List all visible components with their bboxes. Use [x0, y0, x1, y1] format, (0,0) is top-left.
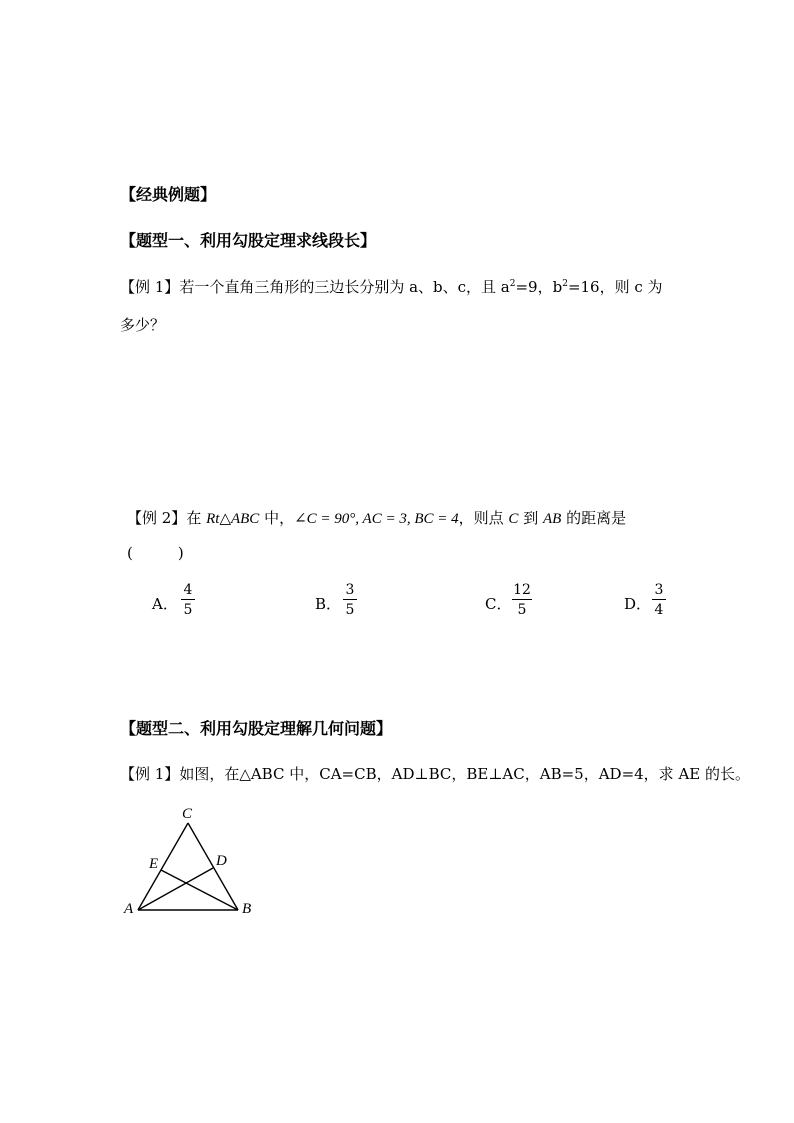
superscript: 2	[562, 279, 568, 289]
option-b-fraction	[335, 583, 365, 617]
segment-ad	[138, 868, 213, 910]
math-rt: Rt	[206, 511, 220, 527]
text: 到	[518, 509, 543, 527]
type1-example1-line2: 多少？	[120, 316, 166, 334]
example-label: 【例 1】	[120, 278, 180, 296]
example-label: 【例 2】	[127, 509, 187, 527]
type2-example1	[120, 763, 750, 784]
example-text: 如图，在△ABC 中，CA=CB，AD⊥BC，BE⊥AC，AB=5，AD=4，求 AE 的长。	[179, 765, 750, 783]
vertex-label-c: C	[182, 806, 193, 822]
text: 的距离是	[561, 509, 627, 527]
numerator: 3	[654, 582, 664, 598]
text: ，则点	[458, 509, 509, 527]
example-label: 【例 1】	[120, 765, 180, 783]
example-text-a: 若一个直角三角形的三边长分别为 a、b、c，且 a	[179, 278, 510, 296]
triangle-figure	[115, 800, 275, 925]
option-d-letter: D．	[624, 595, 652, 613]
superscript: 2	[509, 279, 516, 289]
type1-heading: 【题型一、利用勾股定理求线段长】	[120, 231, 377, 250]
example-text-c: =16，则 c 为	[567, 278, 663, 296]
answer-parentheses: ( )	[127, 544, 184, 562]
numerator: 4	[183, 582, 193, 598]
option-d-fraction	[644, 583, 674, 617]
option-c-fraction	[507, 583, 537, 617]
math-triangle: △	[219, 509, 231, 527]
type1-example2-line1	[127, 507, 626, 528]
side-ac	[138, 823, 188, 910]
option-a-fraction	[173, 583, 203, 617]
math-point-c: C	[508, 511, 519, 527]
math-abc: ABC	[230, 511, 260, 527]
numerator: 12	[513, 582, 531, 598]
example-text-b: =9，b	[515, 278, 563, 296]
option-c-letter: C．	[485, 595, 512, 613]
math-condition: ∠C = 90°, AC = 3, BC = 4	[294, 511, 459, 527]
math-ab: AB	[542, 511, 562, 527]
vertex-label-e: E	[149, 856, 159, 872]
text: 中，	[259, 509, 295, 527]
denominator: 5	[345, 602, 355, 618]
type1-example1-line1	[120, 276, 663, 297]
section-title: 【经典例题】	[120, 185, 217, 204]
vertex-label-a: A	[124, 901, 134, 917]
option-b-letter: B．	[315, 595, 342, 613]
text: 在	[186, 509, 207, 527]
option-a-letter: A．	[152, 595, 178, 613]
denominator: 5	[517, 602, 527, 618]
vertex-label-b: B	[242, 901, 252, 917]
numerator: 3	[345, 582, 355, 598]
type2-heading: 【题型二、利用勾股定理解几何问题】	[120, 719, 393, 738]
vertex-label-d: D	[216, 853, 227, 869]
denominator: 4	[654, 602, 664, 618]
denominator: 5	[183, 602, 193, 618]
